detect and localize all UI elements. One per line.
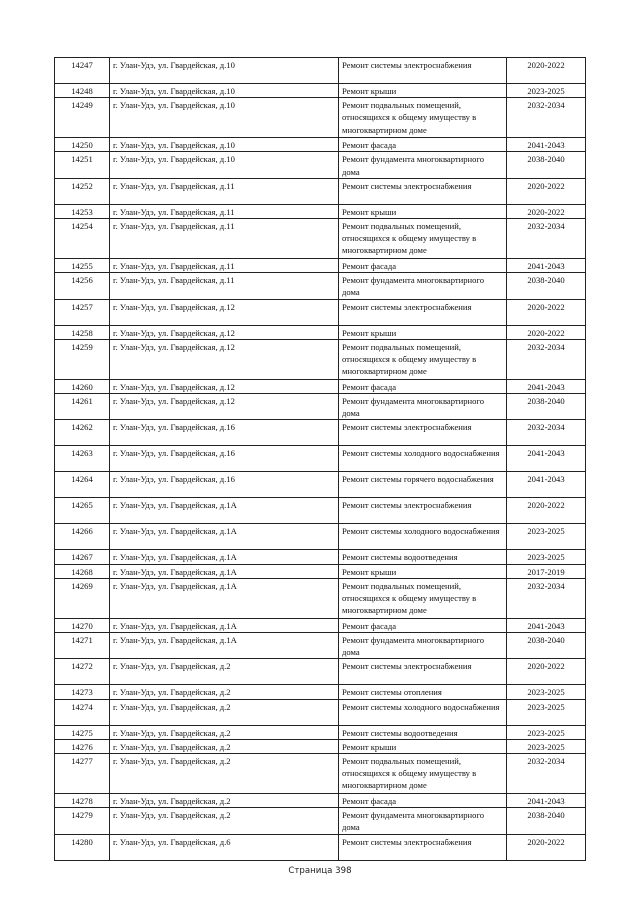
work-type-cell: Ремонт крыши <box>339 564 507 578</box>
work-type-cell: Ремонт фасада <box>339 379 507 393</box>
period-cell: 2041-2043 <box>507 138 586 152</box>
table-row <box>55 178 586 204</box>
table-row <box>55 394 586 420</box>
period-cell: 2020-2022 <box>507 178 586 204</box>
period-cell: 2023-2025 <box>507 739 586 753</box>
table-row <box>55 339 586 379</box>
period-cell: 2020-2022 <box>507 834 586 860</box>
address-cell: г. Улан-Удэ, ул. Гвардейская, д.1А <box>110 550 339 564</box>
row-id-cell: 14259 <box>55 339 110 379</box>
row-id-cell: 14269 <box>55 578 110 618</box>
row-id-cell: 14252 <box>55 178 110 204</box>
work-type-cell: Ремонт системы горячего водоснабжения <box>339 472 507 498</box>
period-cell: 2020-2022 <box>507 299 586 325</box>
period-cell: 2020-2022 <box>507 204 586 218</box>
address-cell: г. Улан-Удэ, ул. Гвардейская, д.12 <box>110 379 339 393</box>
period-cell: 2023-2025 <box>507 699 586 725</box>
row-id-cell: 14253 <box>55 204 110 218</box>
table-row <box>55 725 586 739</box>
row-id-cell: 14256 <box>55 273 110 299</box>
row-id-cell: 14272 <box>55 659 110 685</box>
row-id-cell: 14248 <box>55 84 110 98</box>
period-cell: 2023-2025 <box>507 550 586 564</box>
address-cell: г. Улан-Удэ, ул. Гвардейская, д.1А <box>110 633 339 659</box>
row-id-cell: 14251 <box>55 152 110 178</box>
table-row <box>55 138 586 152</box>
row-id-cell: 14262 <box>55 420 110 446</box>
row-id-cell: 14255 <box>55 259 110 273</box>
address-cell: г. Улан-Удэ, ул. Гвардейская, д.2 <box>110 808 339 834</box>
table-row <box>55 754 586 794</box>
address-cell: г. Улан-Удэ, ул. Гвардейская, д.1А <box>110 524 339 550</box>
table-row <box>55 578 586 618</box>
table-row <box>55 273 586 299</box>
period-cell: 2023-2025 <box>507 685 586 699</box>
work-type-cell: Ремонт системы электроснабжения <box>339 299 507 325</box>
table-row <box>55 152 586 178</box>
work-type-cell: Ремонт подвальных помещений, относящихся к общему имуществу в многоквартирном доме <box>339 339 507 379</box>
row-id-cell: 14268 <box>55 564 110 578</box>
period-cell: 2041-2043 <box>507 472 586 498</box>
table-row <box>55 524 586 550</box>
address-cell: г. Улан-Удэ, ул. Гвардейская, д.11 <box>110 259 339 273</box>
row-id-cell: 14270 <box>55 618 110 632</box>
table-row <box>55 699 586 725</box>
row-id-cell: 14274 <box>55 699 110 725</box>
period-cell: 2041-2043 <box>507 259 586 273</box>
row-id-cell: 14265 <box>55 498 110 524</box>
row-id-cell: 14254 <box>55 219 110 259</box>
table-row <box>55 325 586 339</box>
work-type-cell: Ремонт фундамента многоквартирного дома <box>339 808 507 834</box>
repair-schedule-table <box>54 57 586 861</box>
period-cell: 2038-2040 <box>507 273 586 299</box>
period-cell: 2032-2034 <box>507 578 586 618</box>
work-type-cell: Ремонт фасада <box>339 259 507 273</box>
address-cell: г. Улан-Удэ, ул. Гвардейская, д.1А <box>110 564 339 578</box>
row-id-cell: 14273 <box>55 685 110 699</box>
address-cell: г. Улан-Удэ, ул. Гвардейская, д.12 <box>110 394 339 420</box>
table-row <box>55 564 586 578</box>
work-type-cell: Ремонт системы электроснабжения <box>339 58 507 84</box>
address-cell: г. Улан-Удэ, ул. Гвардейская, д.16 <box>110 446 339 472</box>
row-id-cell: 14266 <box>55 524 110 550</box>
address-cell: г. Улан-Удэ, ул. Гвардейская, д.11 <box>110 178 339 204</box>
table-row <box>55 618 586 632</box>
row-id-cell: 14275 <box>55 725 110 739</box>
table-row <box>55 834 586 860</box>
address-cell: г. Улан-Удэ, ул. Гвардейская, д.6 <box>110 834 339 860</box>
period-cell: 2032-2034 <box>507 98 586 138</box>
row-id-cell: 14260 <box>55 379 110 393</box>
address-cell: г. Улан-Удэ, ул. Гвардейская, д.12 <box>110 299 339 325</box>
address-cell: г. Улан-Удэ, ул. Гвардейская, д.2 <box>110 725 339 739</box>
address-cell: г. Улан-Удэ, ул. Гвардейская, д.10 <box>110 98 339 138</box>
work-type-cell: Ремонт фасада <box>339 138 507 152</box>
table-row <box>55 472 586 498</box>
table-row <box>55 446 586 472</box>
table-row <box>55 259 586 273</box>
row-id-cell: 14258 <box>55 325 110 339</box>
address-cell: г. Улан-Удэ, ул. Гвардейская, д.2 <box>110 659 339 685</box>
work-type-cell: Ремонт крыши <box>339 325 507 339</box>
period-cell: 2020-2022 <box>507 325 586 339</box>
table-body <box>55 58 586 861</box>
work-type-cell: Ремонт системы электроснабжения <box>339 420 507 446</box>
row-id-cell: 14267 <box>55 550 110 564</box>
row-id-cell: 14280 <box>55 834 110 860</box>
table-row <box>55 659 586 685</box>
row-id-cell: 14276 <box>55 739 110 753</box>
period-cell: 2023-2025 <box>507 84 586 98</box>
table-row <box>55 299 586 325</box>
work-type-cell: Ремонт подвальных помещений, относящихся к общему имуществу в многоквартирном доме <box>339 578 507 618</box>
address-cell: г. Улан-Удэ, ул. Гвардейская, д.11 <box>110 219 339 259</box>
row-id-cell: 14247 <box>55 58 110 84</box>
work-type-cell: Ремонт системы отопления <box>339 685 507 699</box>
work-type-cell: Ремонт подвальных помещений, относящихся к общему имуществу в многоквартирном доме <box>339 98 507 138</box>
work-type-cell: Ремонт фундамента многоквартирного дома <box>339 152 507 178</box>
period-cell: 2020-2022 <box>507 498 586 524</box>
work-type-cell: Ремонт системы электроснабжения <box>339 178 507 204</box>
period-cell: 2032-2034 <box>507 420 586 446</box>
period-cell: 2041-2043 <box>507 379 586 393</box>
work-type-cell: Ремонт системы холодного водоснабжения <box>339 524 507 550</box>
table-row <box>55 633 586 659</box>
address-cell: г. Улан-Удэ, ул. Гвардейская, д.2 <box>110 699 339 725</box>
work-type-cell: Ремонт системы водоотведения <box>339 725 507 739</box>
row-id-cell: 14250 <box>55 138 110 152</box>
period-cell: 2041-2043 <box>507 446 586 472</box>
work-type-cell: Ремонт крыши <box>339 84 507 98</box>
work-type-cell: Ремонт подвальных помещений, относящихся к общему имуществу в многоквартирном доме <box>339 219 507 259</box>
address-cell: г. Улан-Удэ, ул. Гвардейская, д.16 <box>110 420 339 446</box>
table-row <box>55 794 586 808</box>
row-id-cell: 14277 <box>55 754 110 794</box>
address-cell: г. Улан-Удэ, ул. Гвардейская, д.1А <box>110 578 339 618</box>
work-type-cell: Ремонт фасада <box>339 794 507 808</box>
row-id-cell: 14264 <box>55 472 110 498</box>
address-cell: г. Улан-Удэ, ул. Гвардейская, д.2 <box>110 739 339 753</box>
period-cell: 2038-2040 <box>507 394 586 420</box>
work-type-cell: Ремонт системы холодного водоснабжения <box>339 699 507 725</box>
table-row <box>55 219 586 259</box>
period-cell: 2032-2034 <box>507 219 586 259</box>
work-type-cell: Ремонт подвальных помещений, относящихся к общему имуществу в многоквартирном доме <box>339 754 507 794</box>
period-cell: 2041-2043 <box>507 618 586 632</box>
work-type-cell: Ремонт фундамента многоквартирного дома <box>339 633 507 659</box>
address-cell: г. Улан-Удэ, ул. Гвардейская, д.10 <box>110 58 339 84</box>
table-row <box>55 58 586 84</box>
period-cell: 2038-2040 <box>507 808 586 834</box>
table-row <box>55 420 586 446</box>
table-row <box>55 204 586 218</box>
row-id-cell: 14249 <box>55 98 110 138</box>
page-number: Страница 398 <box>288 866 352 876</box>
period-cell: 2038-2040 <box>507 152 586 178</box>
period-cell: 2020-2022 <box>507 659 586 685</box>
address-cell: г. Улан-Удэ, ул. Гвардейская, д.11 <box>110 273 339 299</box>
period-cell: 2023-2025 <box>507 725 586 739</box>
address-cell: г. Улан-Удэ, ул. Гвардейская, д.2 <box>110 794 339 808</box>
address-cell: г. Улан-Удэ, ул. Гвардейская, д.10 <box>110 138 339 152</box>
work-type-cell: Ремонт системы электроснабжения <box>339 498 507 524</box>
row-id-cell: 14271 <box>55 633 110 659</box>
period-cell: 2041-2043 <box>507 794 586 808</box>
work-type-cell: Ремонт системы электроснабжения <box>339 659 507 685</box>
table-row <box>55 498 586 524</box>
address-cell: г. Улан-Удэ, ул. Гвардейская, д.10 <box>110 152 339 178</box>
period-cell: 2023-2025 <box>507 524 586 550</box>
period-cell: 2038-2040 <box>507 633 586 659</box>
address-cell: г. Улан-Удэ, ул. Гвардейская, д.1А <box>110 618 339 632</box>
address-cell: г. Улан-Удэ, ул. Гвардейская, д.10 <box>110 84 339 98</box>
address-cell: г. Улан-Удэ, ул. Гвардейская, д.2 <box>110 685 339 699</box>
address-cell: г. Улан-Удэ, ул. Гвардейская, д.12 <box>110 325 339 339</box>
address-cell: г. Улан-Удэ, ул. Гвардейская, д.11 <box>110 204 339 218</box>
row-id-cell: 14261 <box>55 394 110 420</box>
row-id-cell: 14257 <box>55 299 110 325</box>
address-cell: г. Улан-Удэ, ул. Гвардейская, д.12 <box>110 339 339 379</box>
table-row <box>55 739 586 753</box>
period-cell: 2032-2034 <box>507 339 586 379</box>
table-row <box>55 685 586 699</box>
work-type-cell: Ремонт крыши <box>339 204 507 218</box>
table-row <box>55 550 586 564</box>
work-type-cell: Ремонт фундамента многоквартирного дома <box>339 273 507 299</box>
address-cell: г. Улан-Удэ, ул. Гвардейская, д.16 <box>110 472 339 498</box>
address-cell: г. Улан-Удэ, ул. Гвардейская, д.1А <box>110 498 339 524</box>
table-row <box>55 84 586 98</box>
work-type-cell: Ремонт системы электроснабжения <box>339 834 507 860</box>
row-id-cell: 14263 <box>55 446 110 472</box>
address-cell: г. Улан-Удэ, ул. Гвардейская, д.2 <box>110 754 339 794</box>
table-row <box>55 98 586 138</box>
period-cell: 2017-2019 <box>507 564 586 578</box>
work-type-cell: Ремонт системы водоотведения <box>339 550 507 564</box>
row-id-cell: 14279 <box>55 808 110 834</box>
work-type-cell: Ремонт крыши <box>339 739 507 753</box>
table-row <box>55 808 586 834</box>
table-row <box>55 379 586 393</box>
work-type-cell: Ремонт системы холодного водоснабжения <box>339 446 507 472</box>
period-cell: 2020-2022 <box>507 58 586 84</box>
work-type-cell: Ремонт фасада <box>339 618 507 632</box>
period-cell: 2032-2034 <box>507 754 586 794</box>
work-type-cell: Ремонт фундамента многоквартирного дома <box>339 394 507 420</box>
row-id-cell: 14278 <box>55 794 110 808</box>
